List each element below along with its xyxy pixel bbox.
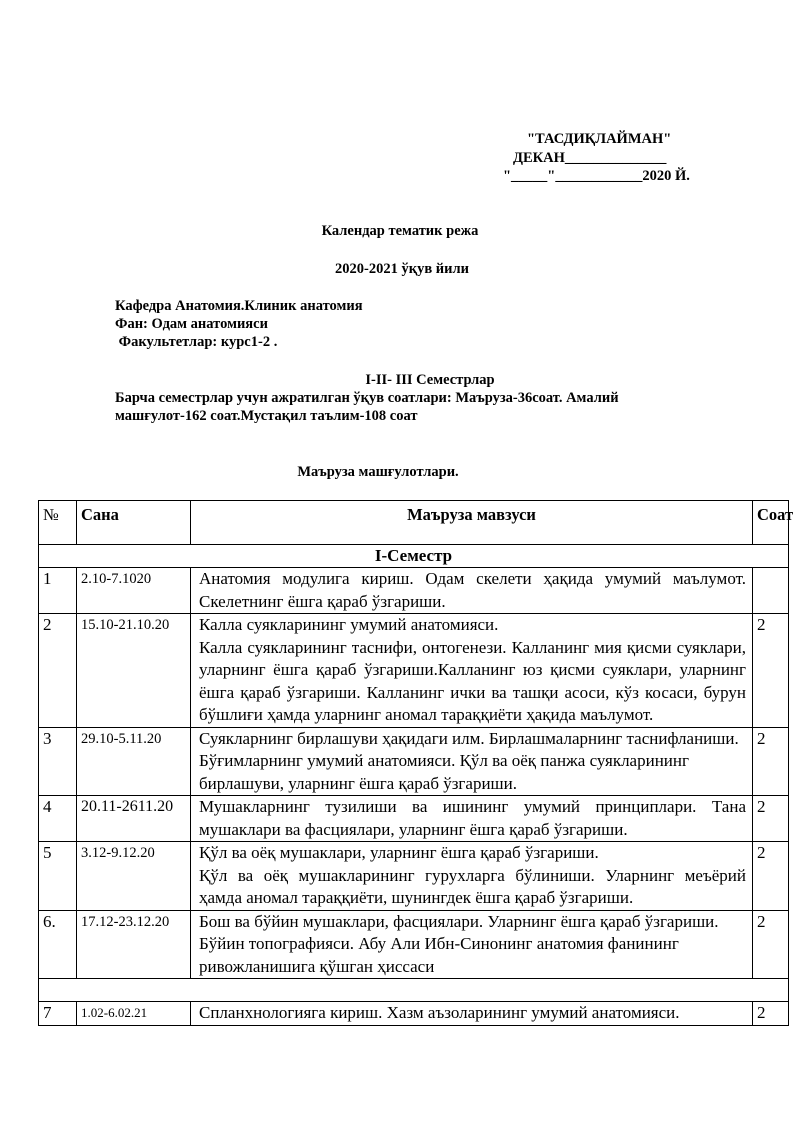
- row-num: 6.: [39, 910, 77, 979]
- row-date: 29.10-5.11.20: [77, 727, 191, 796]
- row-date: 17.12-23.12.20: [77, 910, 191, 979]
- row-hours: 2: [753, 727, 789, 796]
- row-topic: Спланхнологияга кириш. Хазм аъзоларининг умумий анатомияси.: [191, 1002, 753, 1026]
- row-hours: 2: [753, 1002, 789, 1026]
- header-topic: Маъруза мавзуси: [191, 501, 753, 545]
- row-topic-line: Калла суякларининг умумий анатомияси.: [199, 615, 499, 634]
- header-num: №: [39, 501, 77, 545]
- table-row: [39, 727, 789, 796]
- row-hours: [753, 568, 789, 614]
- approval-block: [495, 130, 755, 186]
- row-num: 3: [39, 727, 77, 796]
- row-topic-detail: Калла суякларининг таснифи, онтогенези. Калланинг мия қисми суяклари, уларнинг ёшга қараб ўзгариши.Калланинг юз қисми суяклари, уларнинг ёшга қараб ўзгариши. Калланинг ички ва ташқи асоси, кўз косаси, бурун бўшлиғи ҳамда уларнинг аномал тараққиёти ҳақида маълумот.: [199, 637, 746, 724]
- subject-line: Фан: Одам анатомияси: [115, 316, 268, 332]
- row-topic: Бош ва бўйин мушаклари, фасциялари. Уларнинг ёшга қараб ўзгариши. Бўйин топографияси. Абу Али Ибн-Синонинг анатомия фанининг ривожланишига қўшган ҳиссаси: [191, 910, 753, 979]
- header-hours: Соат: [753, 501, 789, 545]
- semester-row: [39, 545, 789, 568]
- approval-heading: "ТАСДИҚЛАЙМАН": [527, 131, 672, 147]
- table-row: [39, 614, 789, 728]
- row-topic: [191, 842, 753, 911]
- lecture-table: [38, 500, 794, 1026]
- course-info: [115, 297, 735, 351]
- row-num: 2: [39, 614, 77, 728]
- row-topic: Суякларнинг бирлашуви ҳақидаги илм. Бирлашмаларнинг таснифланиши. Бўғимларнинг умумий анатомияси. Қўл ва оёқ панжа суякларининг бирлашуви, уларнинг ёшга қараб ўзгариши.: [191, 727, 753, 796]
- lectures-title: Маъруза машғулотлари.: [297, 464, 459, 480]
- row-date: 2.10-7.1020: [77, 568, 191, 614]
- row-topic-line: Қўл ва оёқ мушаклари, уларнинг ёшга қараб ўзгариши.: [199, 843, 599, 862]
- row-hours: 2: [753, 910, 789, 979]
- row-num: 7: [39, 1002, 77, 1026]
- approval-date-line: "_____"____________2020 Й.: [503, 168, 690, 184]
- semester-label: I-Семестр: [39, 545, 789, 568]
- faculties-line: Факультетлар: курс1-2 .: [115, 334, 278, 350]
- row-hours: 2: [753, 842, 789, 911]
- approval-dean-line: ДЕКАН______________: [513, 149, 667, 166]
- row-date: 20.11-2611.20: [77, 796, 191, 842]
- hours-text: Барча семестрлар учун ажратилган ўқув соатлари: Маъруза-36соат. Амалий машғулот-162 соат.Мустақил таълим-108 соат: [115, 390, 619, 424]
- academic-year: 2020-2021 ўқув йили: [335, 261, 469, 277]
- row-date: 15.10-21.10.20: [77, 614, 191, 728]
- row-hours: 2: [753, 796, 789, 842]
- table-row: [39, 1002, 789, 1026]
- spacer-row: [39, 979, 789, 1002]
- table-header-row: [39, 501, 789, 545]
- row-date: 1.02-6.02.21: [77, 1002, 191, 1026]
- table-row: [39, 796, 789, 842]
- row-topic-detail: Қўл ва оёқ мушакларининг гурухларга бўлиниши. Уларнинг меъёрий ҳамда аномал тараққиёти, шунингдек ёшга қараб ўзгариши.: [199, 865, 746, 907]
- row-topic: Анатомия модулига кириш. Одам скелети ҳақида умумий маълумот. Скелетнинг ёшга қараб ўзгариши.: [191, 568, 753, 614]
- header-date: Сана: [77, 501, 191, 545]
- row-num: 1: [39, 568, 77, 614]
- row-topic: [191, 614, 753, 728]
- table-row: [39, 568, 789, 614]
- spacer-cell: [39, 979, 789, 1002]
- table-row: [39, 910, 789, 979]
- department-line: Кафедра Анатомия.Клиник анатомия: [115, 298, 363, 314]
- semesters-title: I-II- III Семестрлар: [365, 372, 495, 388]
- table-row: [39, 842, 789, 911]
- row-hours: 2: [753, 614, 789, 728]
- row-num: 4: [39, 796, 77, 842]
- plan-title: Календар тематик режа: [321, 223, 479, 239]
- row-num: 5: [39, 842, 77, 911]
- row-date: 3.12-9.12.20: [77, 842, 191, 911]
- row-topic: Мушакларнинг тузилиши ва ишининг умумий принциплари. Тана мушаклари ва фасциялари, уларнинг ёшга қараб ўзгариши.: [191, 796, 753, 842]
